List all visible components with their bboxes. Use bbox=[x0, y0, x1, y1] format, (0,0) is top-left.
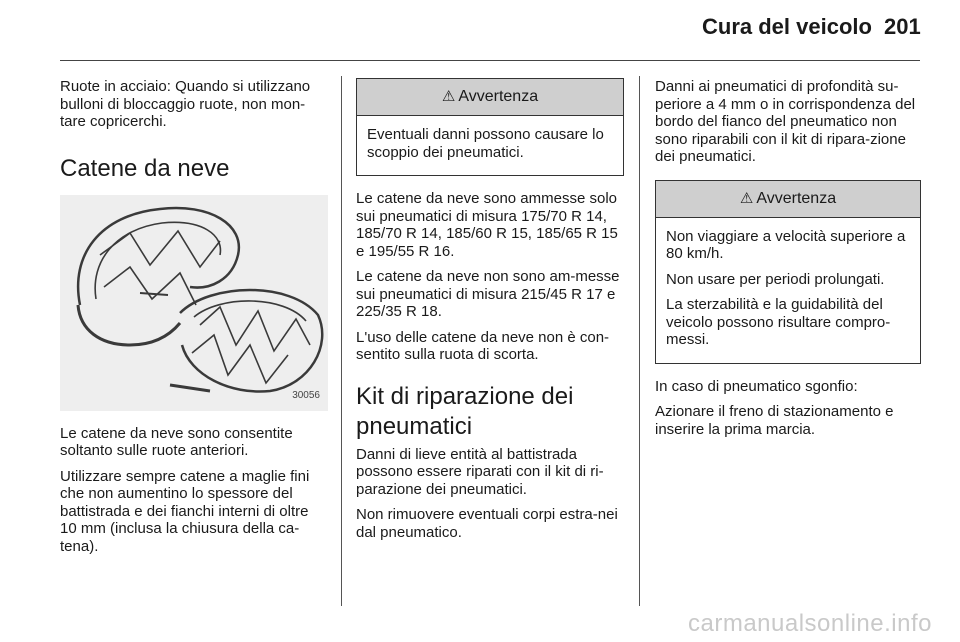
chain-zigzag-top-2 bbox=[104, 267, 196, 305]
intro-text: Ruote in acciaio: Quando si utilizzano bulloni di bloccaggio ruote, non mon-tare copricerchi. bbox=[60, 78, 311, 130]
paragraph: Non rimuovere eventuali corpi estra-nei dal pneumatico. bbox=[356, 506, 618, 541]
warning-text: Eventuali danni possono causare lo scoppio dei pneumatici. bbox=[367, 126, 604, 161]
chain-loop-top bbox=[78, 208, 239, 305]
warning-title: Avvertenza bbox=[756, 189, 837, 207]
paragraph: Le catene da neve non sono am-messe sui pneumatici di misura 215/45 R 17 e 225/35 R 18. bbox=[356, 268, 620, 320]
section-heading-snow-chains: Catene da neve bbox=[60, 154, 230, 182]
column-3 bbox=[655, 78, 921, 446]
paragraph: Le catene da neve sono ammesse solo sui pneumatici di misura 175/70 R 14, 185/70 R 14, 185/60 R 15, 185/65 R 15 e 195/55 R 16. bbox=[356, 190, 618, 260]
chain-zigzag-top bbox=[100, 231, 220, 267]
chain-tail-2 bbox=[140, 293, 168, 295]
chain-loop-bottom bbox=[180, 290, 322, 392]
watermark: carmanualsonline.info bbox=[688, 610, 932, 637]
column-1 bbox=[60, 78, 328, 563]
paragraph: Le catene da neve sono consentite soltanto sulle ruote anteriori. bbox=[60, 424, 293, 459]
paragraph: Danni di lieve entità al battistrada possono essere riparati con il kit di ri-parazione dei pneumatici. bbox=[356, 445, 604, 498]
warning-header bbox=[656, 181, 920, 218]
snow-chains-illustration bbox=[60, 195, 328, 411]
warning-triangle-icon: ⚠ bbox=[441, 88, 456, 106]
warning-body bbox=[656, 218, 920, 363]
page-number: 201 bbox=[884, 14, 921, 39]
warning-text: Non viaggiare a velocità superiore a 80 km/h. bbox=[666, 227, 906, 262]
warning-body bbox=[357, 116, 623, 175]
section-heading-repair-kit: Kit di riparazione dei pneumatici bbox=[356, 382, 574, 440]
column-divider bbox=[639, 76, 640, 606]
chain-cable-left bbox=[78, 305, 180, 345]
warning-text: Non usare per periodi prolungati. bbox=[666, 270, 885, 288]
warning-triangle-icon: ⚠ bbox=[739, 189, 754, 207]
warning-title: Avvertenza bbox=[458, 88, 539, 106]
figure-code: 30056 bbox=[292, 390, 320, 401]
warning-text: La sterzabilità e la guidabilità del veicolo possono risultare compro-messi. bbox=[666, 296, 891, 348]
chain-tail bbox=[170, 385, 210, 391]
warning-header bbox=[357, 79, 623, 116]
snow-chains-figure bbox=[60, 195, 328, 411]
paragraph: Azionare il freno di stazionamento e inserire la prima marcia. bbox=[655, 403, 894, 438]
paragraph: L'uso delle catene da neve non è con-sentito sulla ruota di scorta. bbox=[356, 328, 610, 363]
paragraph: Danni ai pneumatici di profondità su-periore a 4 mm o in corrispondenza del bordo del fianco del pneumatico non sono riparabili con il kit di ripara-zione dei pneumatici. bbox=[655, 78, 916, 165]
header-rule bbox=[60, 60, 920, 61]
warning-box bbox=[655, 180, 921, 364]
paragraph: In caso di pneumatico sgonfio: bbox=[655, 377, 858, 395]
column-2 bbox=[356, 78, 624, 549]
warning-box bbox=[356, 78, 624, 176]
header-title: Cura del veicolo bbox=[702, 14, 872, 39]
chain-loop-bottom-inner bbox=[194, 300, 306, 320]
column-divider bbox=[341, 76, 342, 606]
paragraph: Utilizzare sempre catene a maglie fini che non aumentino lo spessore del battistrada e dei fianchi interni di oltre 10 mm (inclusa la chiusura della ca-tena). bbox=[60, 467, 310, 555]
